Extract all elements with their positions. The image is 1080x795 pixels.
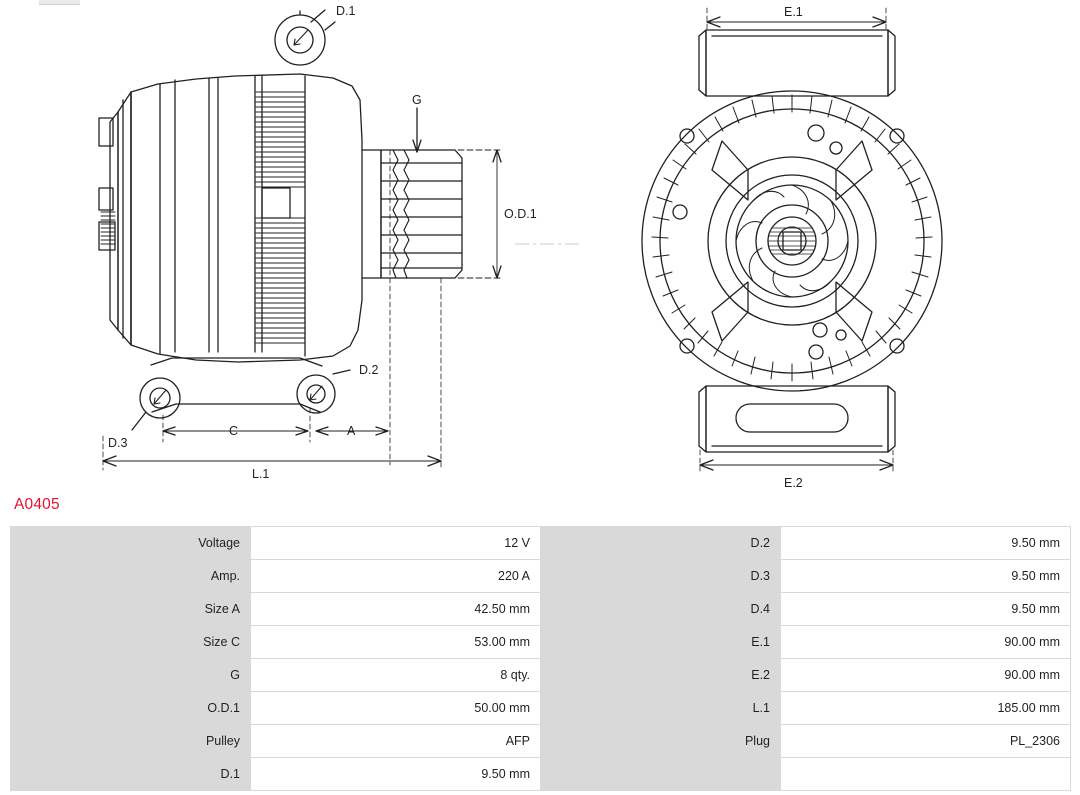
spec-label: Plug	[541, 725, 781, 758]
spec-value-empty	[781, 758, 1071, 791]
spec-label: E.2	[541, 659, 781, 692]
spec-value: 8 qty.	[251, 659, 541, 692]
part-number: A0405	[14, 496, 60, 513]
spec-label: E.1	[541, 626, 781, 659]
spec-value: 9.50 mm	[251, 758, 541, 791]
spec-value: 9.50 mm	[781, 527, 1071, 560]
spec-value: 185.00 mm	[781, 692, 1071, 725]
spec-label: D.2	[541, 527, 781, 560]
spec-value: 9.50 mm	[781, 560, 1071, 593]
label-e2: E.2	[784, 476, 803, 490]
spec-label: Amp.	[11, 560, 251, 593]
side-view-group	[99, 10, 583, 470]
spec-value: AFP	[251, 725, 541, 758]
spec-label: D.1	[11, 758, 251, 791]
table-row	[11, 527, 1071, 560]
spec-label: O.D.1	[11, 692, 251, 725]
spec-value: 220 A	[251, 560, 541, 593]
table-row	[11, 758, 1071, 791]
label-e1: E.1	[784, 5, 803, 19]
spec-value: PL_2306	[781, 725, 1071, 758]
label-g: G	[412, 93, 422, 107]
spec-value: 9.50 mm	[781, 593, 1071, 626]
label-a: A	[347, 424, 356, 438]
spec-label: Pulley	[11, 725, 251, 758]
table-row	[11, 593, 1071, 626]
specification-table	[10, 526, 1071, 791]
table-row	[11, 560, 1071, 593]
spec-value: 90.00 mm	[781, 659, 1071, 692]
spec-label: Size C	[11, 626, 251, 659]
spec-label: D.3	[541, 560, 781, 593]
table-row	[11, 692, 1071, 725]
table-row	[11, 725, 1071, 758]
spec-value: 12 V	[251, 527, 541, 560]
label-d3: D.3	[108, 436, 128, 450]
spec-value: 42.50 mm	[251, 593, 541, 626]
spec-label: G	[11, 659, 251, 692]
spec-value: 50.00 mm	[251, 692, 541, 725]
label-c: C	[229, 424, 239, 438]
spec-label: Size A	[11, 593, 251, 626]
spec-value: 90.00 mm	[781, 626, 1071, 659]
label-d1: D.1	[336, 4, 356, 18]
spec-label-empty	[541, 758, 781, 791]
spec-label: L.1	[541, 692, 781, 725]
label-l1: L.1	[252, 467, 270, 481]
front-view-group	[642, 8, 942, 474]
label-d2: D.2	[359, 363, 379, 377]
label-od1: O.D.1	[504, 207, 537, 221]
spec-label: Voltage	[11, 527, 251, 560]
table-row	[11, 626, 1071, 659]
spec-label: D.4	[541, 593, 781, 626]
table-row	[11, 659, 1071, 692]
spec-value: 53.00 mm	[251, 626, 541, 659]
